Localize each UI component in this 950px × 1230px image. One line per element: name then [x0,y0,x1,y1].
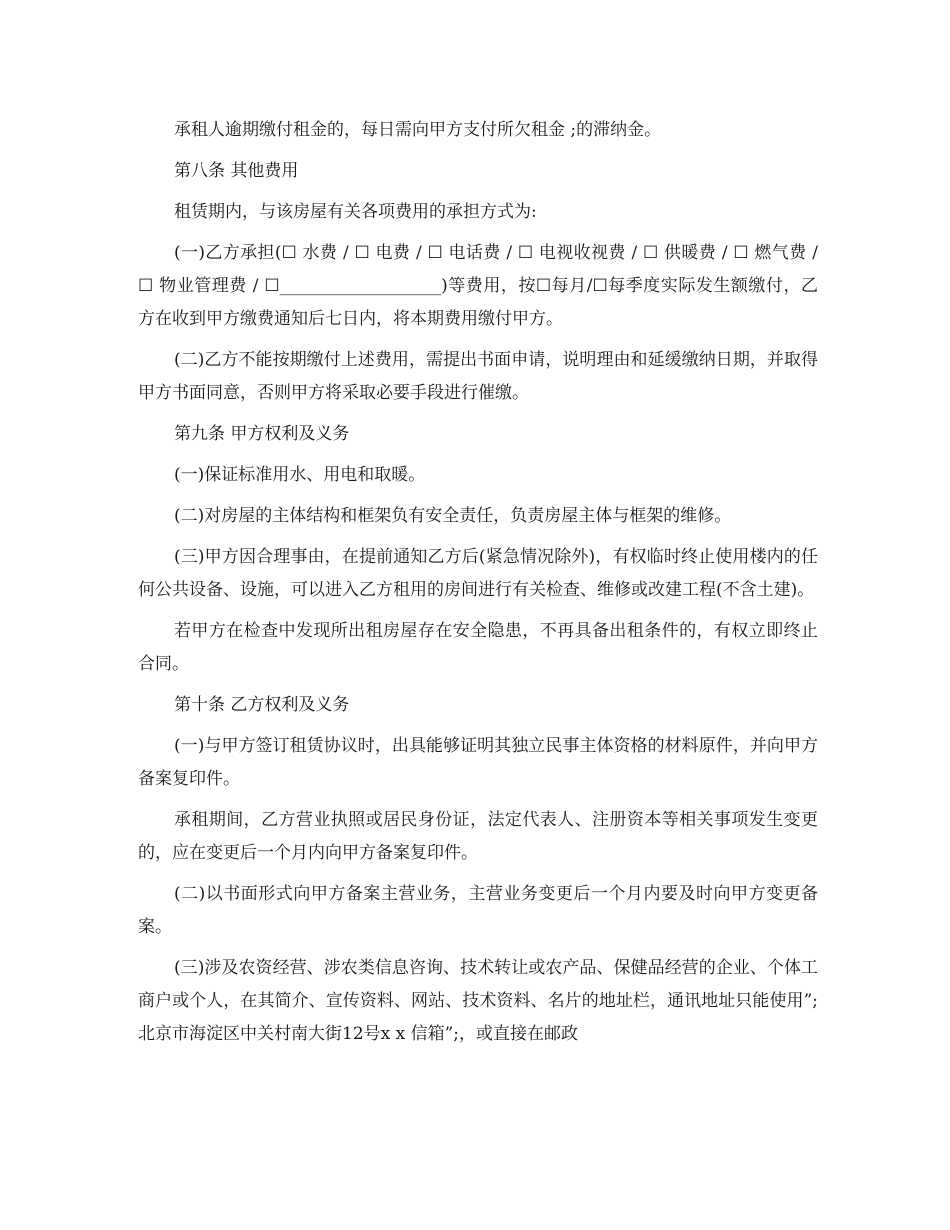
paragraph-party-a-structure: (二)对房屋的主体结构和框架负有安全责任，负责房屋主体与框架的维修。 [174,506,732,526]
paragraph-fee-delay: (二)乙方不能按期缴付上述费用，需提出书面申请，说明理由和延缓缴纳日期，并取得甲方书面同意，否则甲方将采取必要手段进行催缴。 [138,350,818,403]
heading-article-10: 第十条 乙方权利及义务 [174,695,350,715]
paragraph-party-b-documents: (一)与甲方签订租赁协议时，出具能够证明其独立民事主体资格的材料原件，并向甲方备案复印件。 [138,736,818,789]
paragraph-late-fee: 承租人逾期缴付租金的，每日需向甲方支付所欠租金 ;的滞纳金。 [174,120,662,140]
document-body [138,114,818,1059]
paragraph-party-a-termination: 若甲方在检查中发现所出租房屋存在安全隐患，不再具备出租条件的，有权立即终止合同。 [138,621,818,674]
paragraph-party-a-inspection: (三)甲方因合理事由，在提前通知乙方后(紧急情况除外)，有权临时终止使用楼内的任何公共设备、设施，可以进入乙方租用的房间进行有关检查、维修或改建工程(不含土建)。 [138,547,818,600]
heading-article-9: 第九条 甲方权利及义务 [174,424,350,444]
paragraph-fee-intro: 租赁期内，与该房屋有关各项费用的承担方式为: [174,202,537,222]
heading-article-8: 第八条 其他费用 [174,161,299,181]
paragraph-party-b-changes: 承租期间，乙方营业执照或居民身份证，法定代表人、注册资本等相关事项发生变更的，应在变更后一个月内向甲方备案复印件。 [138,810,818,863]
paragraph-fee-items: (一)乙方承担(☐ 水费 / ☐ 电费 / ☐ 电话费 / ☐ 电视收视费 / ☐ 供暖费 / ☐ 燃气费 / ☐ 物业管理费 / ☐___________________)等费用，按☐每月/☐每季度实际发生额缴付，乙方在收到甲方缴费通知后七日内，将本期费用缴付甲方。 [138,243,818,329]
paragraph-party-b-address: (三)涉及农资经营、涉农类信息咨询、技术转让或农产品、保健品经营的企业、个体工商户或个人，在其简介、宣传资料、网站、技术资料、名片的地址栏，通讯地址只能使用”;北京市海淀区中关村南大街12号x x 信箱”;，或直接在邮政 [138,958,818,1044]
paragraph-party-b-business: (二)以书面形式向甲方备案主营业务，主营业务变更后一个月内要及时向甲方变更备案。 [138,884,818,937]
paragraph-party-a-utilities: (一)保证标准用水、用电和取暖。 [174,465,426,485]
